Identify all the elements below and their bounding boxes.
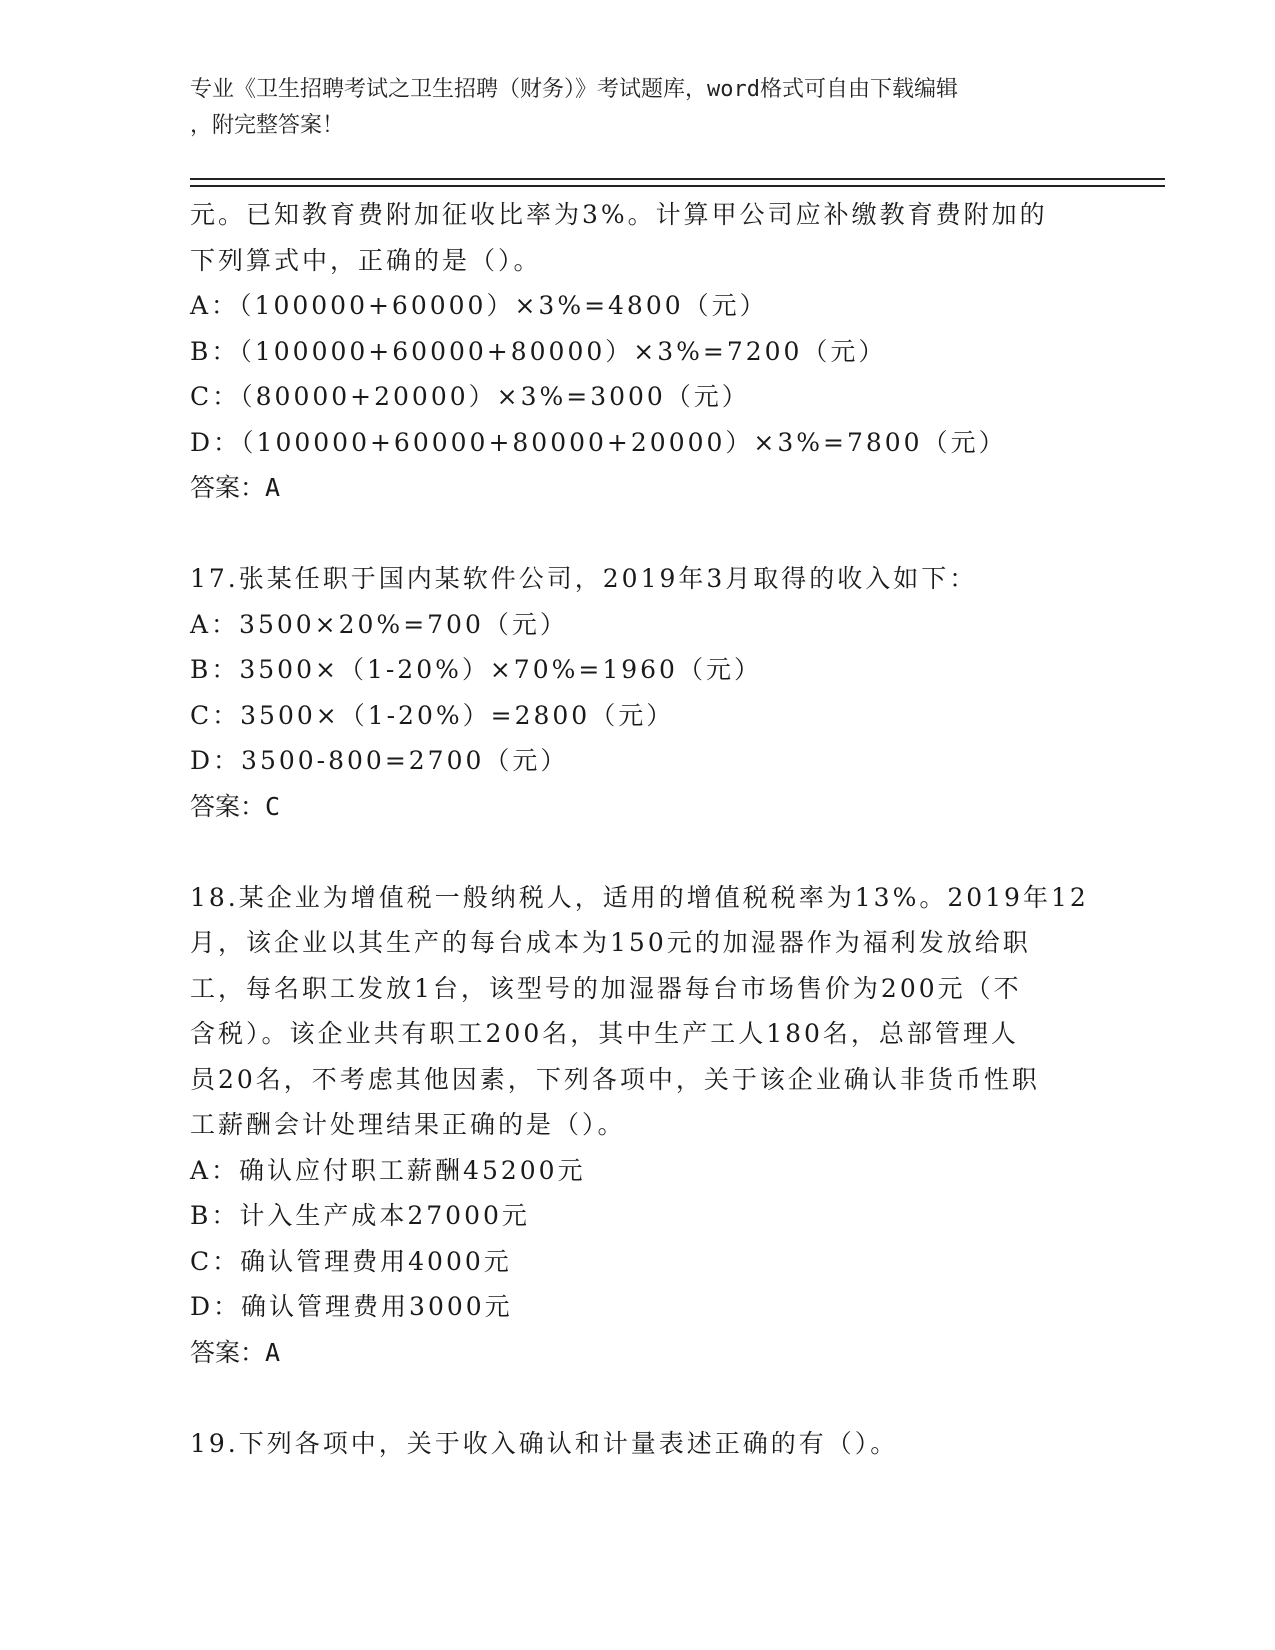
- question-text: 工薪酬会计处理结果正确的是（）。: [190, 1110, 626, 1139]
- option-b: B：3500×（1-20%）×70%=1960（元）: [190, 655, 762, 684]
- question-text: 18.某企业为增值税一般纳税人，适用的增值税税率为13%。2019年12: [190, 882, 1089, 912]
- answer: 答案：A: [190, 473, 281, 502]
- question-18: [190, 875, 1090, 1376]
- option-d: D：确认管理费用3000元: [190, 1292, 513, 1321]
- header-line: ，附完整答案！: [190, 113, 345, 138]
- header-divider: [190, 185, 1165, 187]
- answer: 答案：A: [190, 1337, 281, 1367]
- option-a: A：（100000+60000）×3%=4800（元）: [190, 291, 768, 320]
- document-body: [190, 192, 1090, 1466]
- question-16-continuation: [190, 192, 1090, 511]
- option-d: D：（100000+60000+80000+20000）×3%=7800（元）: [190, 427, 1007, 457]
- option-a: A：3500×20%=700（元）: [190, 609, 568, 639]
- question-text: 含税）。该企业共有职工200名，其中生产工人180名，总部管理人: [190, 1019, 1019, 1048]
- header-divider: [190, 178, 1165, 180]
- spacer: [190, 511, 1090, 557]
- question-19: [190, 1421, 1090, 1467]
- option-d: D：3500-800=2700（元）: [190, 746, 569, 775]
- question-text: 月，该企业以其生产的每台成本为150元的加湿器作为福利发放给职: [190, 928, 1031, 957]
- option-a: A：确认应付职工薪酬45200元: [190, 1155, 586, 1185]
- question-text: 17.张某任职于国内某软件公司，2019年3月取得的收入如下：: [190, 564, 978, 593]
- question-text: 员20名，不考虑其他因素，下列各项中，关于该企业确认非货币性职: [190, 1064, 1040, 1094]
- option-b: B：（100000+60000+80000）×3%=7200（元）: [190, 336, 887, 366]
- question-17: [190, 556, 1090, 829]
- option-b: B：计入生产成本27000元: [190, 1201, 530, 1230]
- header-line: 专业《卫生招聘考试之卫生招聘（财务）》考试题库，word格式可自由下载编辑: [190, 77, 958, 102]
- question-text: 19.下列各项中，关于收入确认和计量表述正确的有（）。: [190, 1428, 899, 1458]
- question-text: 工，每名职工发放1台，该型号的加湿器每台市场售价为200元（不: [190, 973, 1022, 1003]
- question-text: 下列算式中，正确的是（）。: [190, 245, 542, 275]
- option-c: C：3500×（1-20%）=2800（元）: [190, 700, 675, 730]
- option-c: C：（80000+20000）×3%=3000（元）: [190, 382, 750, 411]
- answer: 答案：C: [190, 791, 281, 821]
- spacer: [190, 829, 1090, 875]
- question-text: 元。已知教育费附加征收比率为3%。计算甲公司应补缴教育费附加的: [190, 200, 1048, 229]
- option-c: C：确认管理费用4000元: [190, 1246, 512, 1276]
- document-header: [190, 72, 1090, 144]
- spacer: [190, 1375, 1090, 1421]
